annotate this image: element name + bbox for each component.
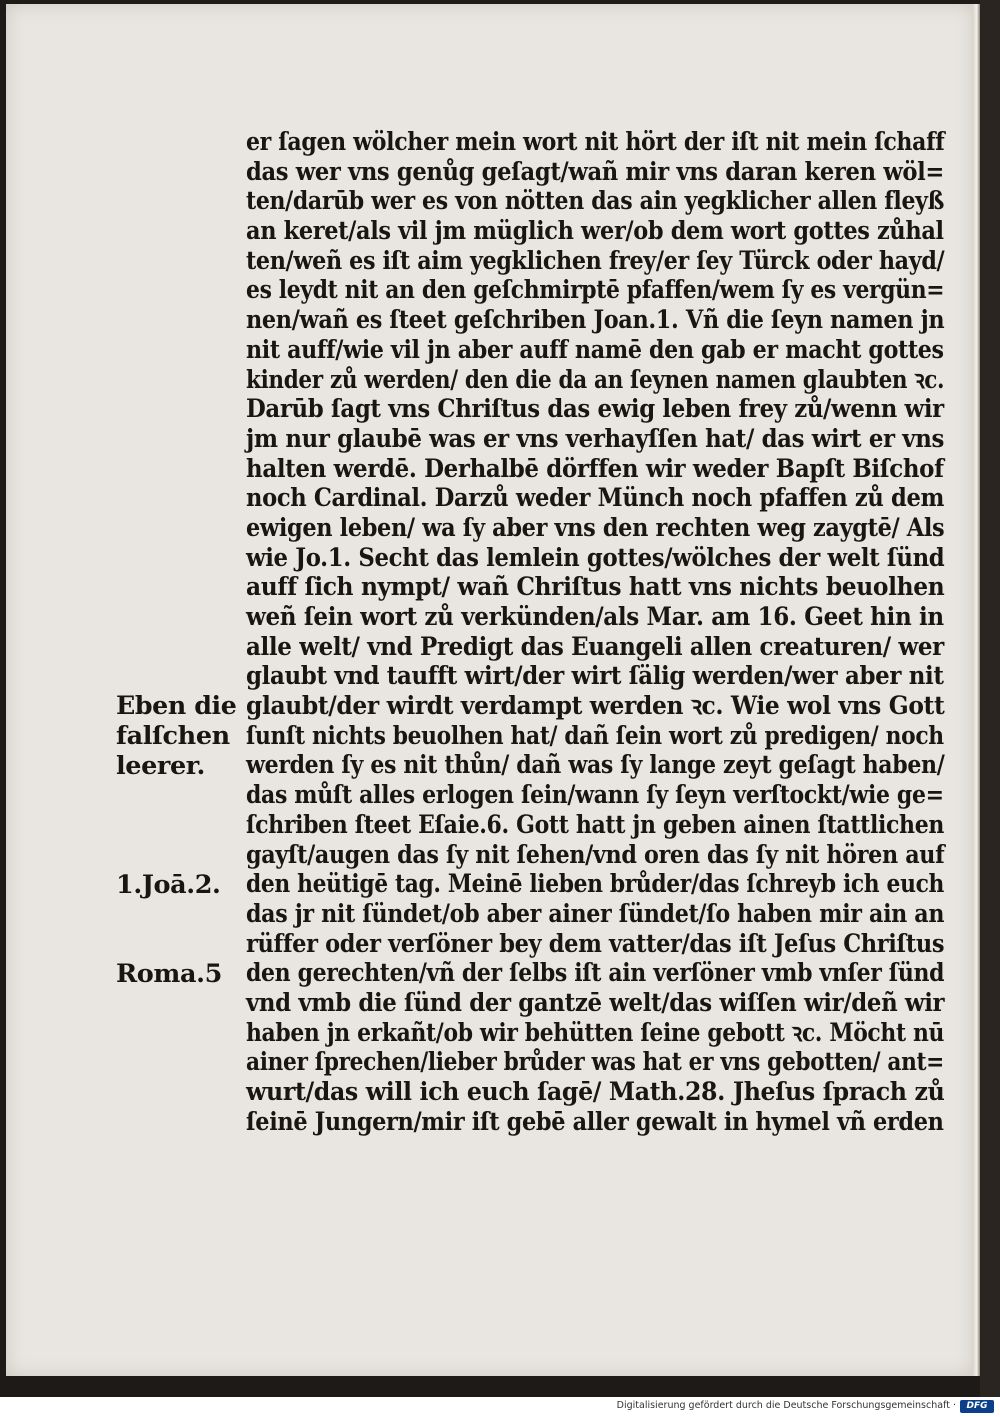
funding-credit: Digitalisierung gefördert durch die Deutsche Forschungsgemeinschaft · (616, 1400, 956, 1411)
text-line: ten/darūb wer es von nötten das ain yegklicher allen fleyß (246, 186, 944, 217)
text-line: glaubt vnd taufft wirt/der wirt ſälig werden/wer aber nit (246, 661, 944, 692)
text-line: Darūb ſagt vns Chriſtus das ewig leben frey zů/wenn wir (246, 394, 944, 425)
text-line: ainer ſprechen/lieber brůder was hat er vns gebotten/ ant= (246, 1047, 944, 1078)
margin-note: 1.Joā.2. (116, 869, 221, 900)
margin-note: leerer. (116, 750, 205, 781)
text-line: jm nur glaubē was er vns verhayſſen hat/ das wirt er vns (246, 423, 944, 454)
text-line: das můſt alles erlogen ſein/wann ſy ſeyn verſtockt/wie ge= (246, 780, 944, 811)
text-line: wurt/das will ich euch ſagē/ Math.28. Jheſus ſprach zů (246, 1077, 945, 1107)
text-line: noch Cardinal. Darzů weder Münch noch pfaffen zů dem (246, 483, 945, 514)
text-line: es leydt nit an den geſchmirptē pfaffen/wem ſy es vergün= (246, 275, 945, 306)
scan-border (980, 0, 1000, 1397)
text-line: auff ſich nympt/ wañ Chriſtus hatt vns nichts beuolhen (246, 572, 945, 603)
text-line: halten werdē. Derhalbē dörffen wir weder Bapſt Biſchof (246, 453, 944, 484)
text-line: das wer vns genůg geſagt/wañ mir vns daran keren wöl= (246, 156, 944, 187)
text-line: wie Jo.1. Secht das lemlein gottes/wölches der welt ſünd (246, 542, 945, 573)
margin-note: Eben die (116, 691, 237, 722)
footer-bar (0, 1397, 1000, 1417)
text-line: rüffer oder verſöner bey dem vatter/das iſt Jeſus Chriſtus (246, 928, 945, 959)
text-line: ſchriben ſteet Eſaie.6. Gott hatt jn geben ainen ſtattlichen (246, 809, 945, 840)
text-line: alle welt/ vnd Predigt das Euangeli allen creaturen/ wer (246, 631, 944, 662)
book-page (6, 4, 974, 1376)
text-line: haben jn erkañt/ob wir behütten ſeine gebott ꝛc. Möcht nū (246, 1017, 945, 1048)
text-line: werden ſy es nit thůn/ dañ was ſy lange zeyt geſagt haben/ (246, 750, 945, 781)
text-line: ſeinē Jungern/mir iſt gebē aller gewalt in hymel vñ erden (246, 1106, 944, 1137)
main-text-block (246, 128, 946, 1137)
margin-note: falſchen (116, 721, 230, 751)
text-line: den heütigē tag. Meinē lieben brůder/das ſchreyb ich euch (246, 869, 944, 900)
text-line: glaubt/der wirdt verdampt werden ꝛc. Wie wol vns Gott (246, 691, 945, 722)
text-line: an keret/als vil jm müglich wer/ob dem wort gottes zůhal (246, 216, 944, 247)
text-line: ewigen leben/ wa ſy aber vns den rechten weg zaygtē/ Als (246, 512, 945, 543)
text-line: das jr nit ſündet/ob aber ainer ſündet/ſo haben mir ain an (246, 898, 945, 929)
dfg-logo-icon: DFG (960, 1400, 994, 1413)
page-edge (972, 4, 980, 1376)
text-line: ten/weñ es iſt aim yegklichen frey/er ſey Türck oder hayd/ (246, 245, 945, 276)
text-line: er ſagen wölcher mein wort nit hört der iſt nit mein ſchaff (246, 127, 945, 157)
text-line: vnd vmb die ſünd der gantzē welt/das wiſſen wir/deñ wir (246, 987, 945, 1018)
text-line: den gerechten/vñ der ſelbs iſt ain verſöner vmb vnſer ſünd (246, 958, 945, 989)
text-line: gayſt/augen das ſy nit ſehen/vnd oren das ſy nit hören auf (246, 839, 945, 870)
text-line: nen/wañ es ſteet geſchriben Joan.1. Vñ die ſeyn namen jn (246, 305, 945, 336)
margin-note: Roma.5 (116, 958, 222, 989)
text-line: weñ ſein wort zů verkünden/als Mar. am 16. Geet hin in (246, 602, 944, 632)
text-line: nit auff/wie vil jn aber auff namē den gab er macht gottes (246, 334, 944, 365)
text-line: ſunſt nichts beuolhen hat/ dañ ſein wort zů predigen/ noch (246, 720, 944, 751)
text-line: kinder zů werden/ den die da an ſeynen namen glaubten ꝛc. (246, 364, 945, 395)
